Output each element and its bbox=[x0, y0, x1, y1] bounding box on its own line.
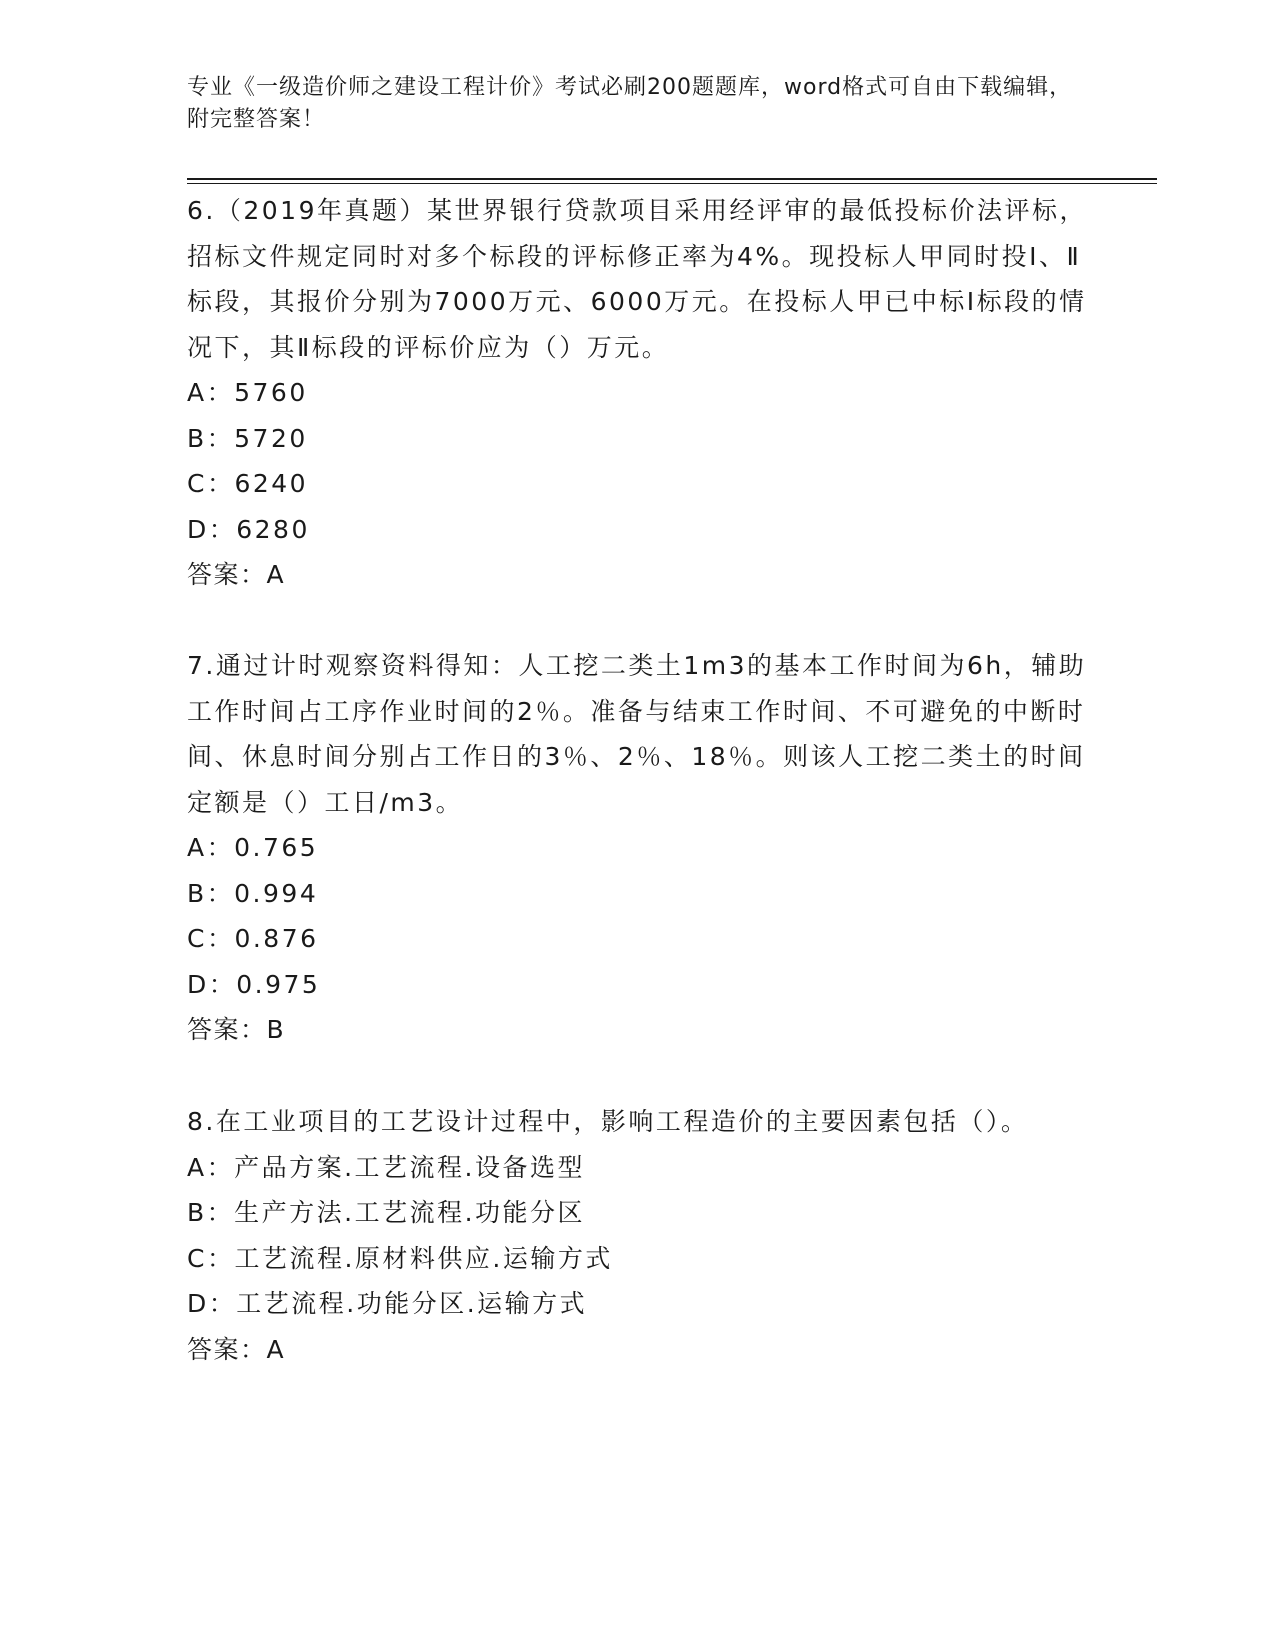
option-b: B：0.994 bbox=[187, 878, 319, 908]
option-c: C：6240 bbox=[187, 469, 309, 498]
header-divider-thin bbox=[187, 183, 1157, 184]
option-a: A：产品方案.工艺流程.设备选型 bbox=[187, 1152, 585, 1182]
question-8 bbox=[187, 1099, 1087, 1372]
answer-line: 答案：B bbox=[187, 1015, 286, 1044]
option-d: D：工艺流程.功能分区.运输方式 bbox=[187, 1289, 588, 1318]
header-divider-thick bbox=[187, 178, 1157, 180]
option-c: C：0.876 bbox=[187, 924, 319, 953]
question-6 bbox=[187, 188, 1087, 598]
option-c: C：工艺流程.原材料供应.运输方式 bbox=[187, 1243, 613, 1273]
option-d: D：6280 bbox=[187, 514, 310, 544]
answer-line: 答案：A bbox=[187, 1334, 286, 1364]
answer-line: 答案：A bbox=[187, 560, 286, 589]
option-a: A：5760 bbox=[187, 378, 308, 407]
option-d: D：0.975 bbox=[187, 969, 321, 999]
document-header: 专业《一级造价师之建设工程计价》考试必刷200题题库，word格式可自由下载编辑，附完整答案！ bbox=[187, 75, 1073, 132]
option-b: B：生产方法.工艺流程.功能分区 bbox=[187, 1198, 586, 1227]
option-b: B：5720 bbox=[187, 423, 308, 453]
question-stem: 7.通过计时观察资料得知：人工挖二类土1m3的基本工作时间为6h，辅助工作时间占工序作业时间的2％。准备与结束工作时间、不可避免的中断时间、休息时间分别占工作日的3％、2％、18％。则该人工挖二类土的时间定额是（）工日/m3。 bbox=[187, 651, 1087, 817]
question-stem: 8.在工业项目的工艺设计过程中，影响工程造价的主要因素包括（）。 bbox=[187, 1107, 1029, 1136]
question-stem: 6.（2019年真题）某世界银行贷款项目采用经评审的最低投标价法评标，招标文件规定同时对多个标段的评标修正率为4%。现投标人甲同时投Ⅰ、Ⅱ标段，其报价分别为7000万元、6000万元。在投标人甲已中标Ⅰ标段的情况下，其Ⅱ标段的评标价应为（）万元。 bbox=[187, 196, 1087, 362]
option-a: A：0.765 bbox=[187, 833, 319, 862]
question-7 bbox=[187, 643, 1087, 1053]
